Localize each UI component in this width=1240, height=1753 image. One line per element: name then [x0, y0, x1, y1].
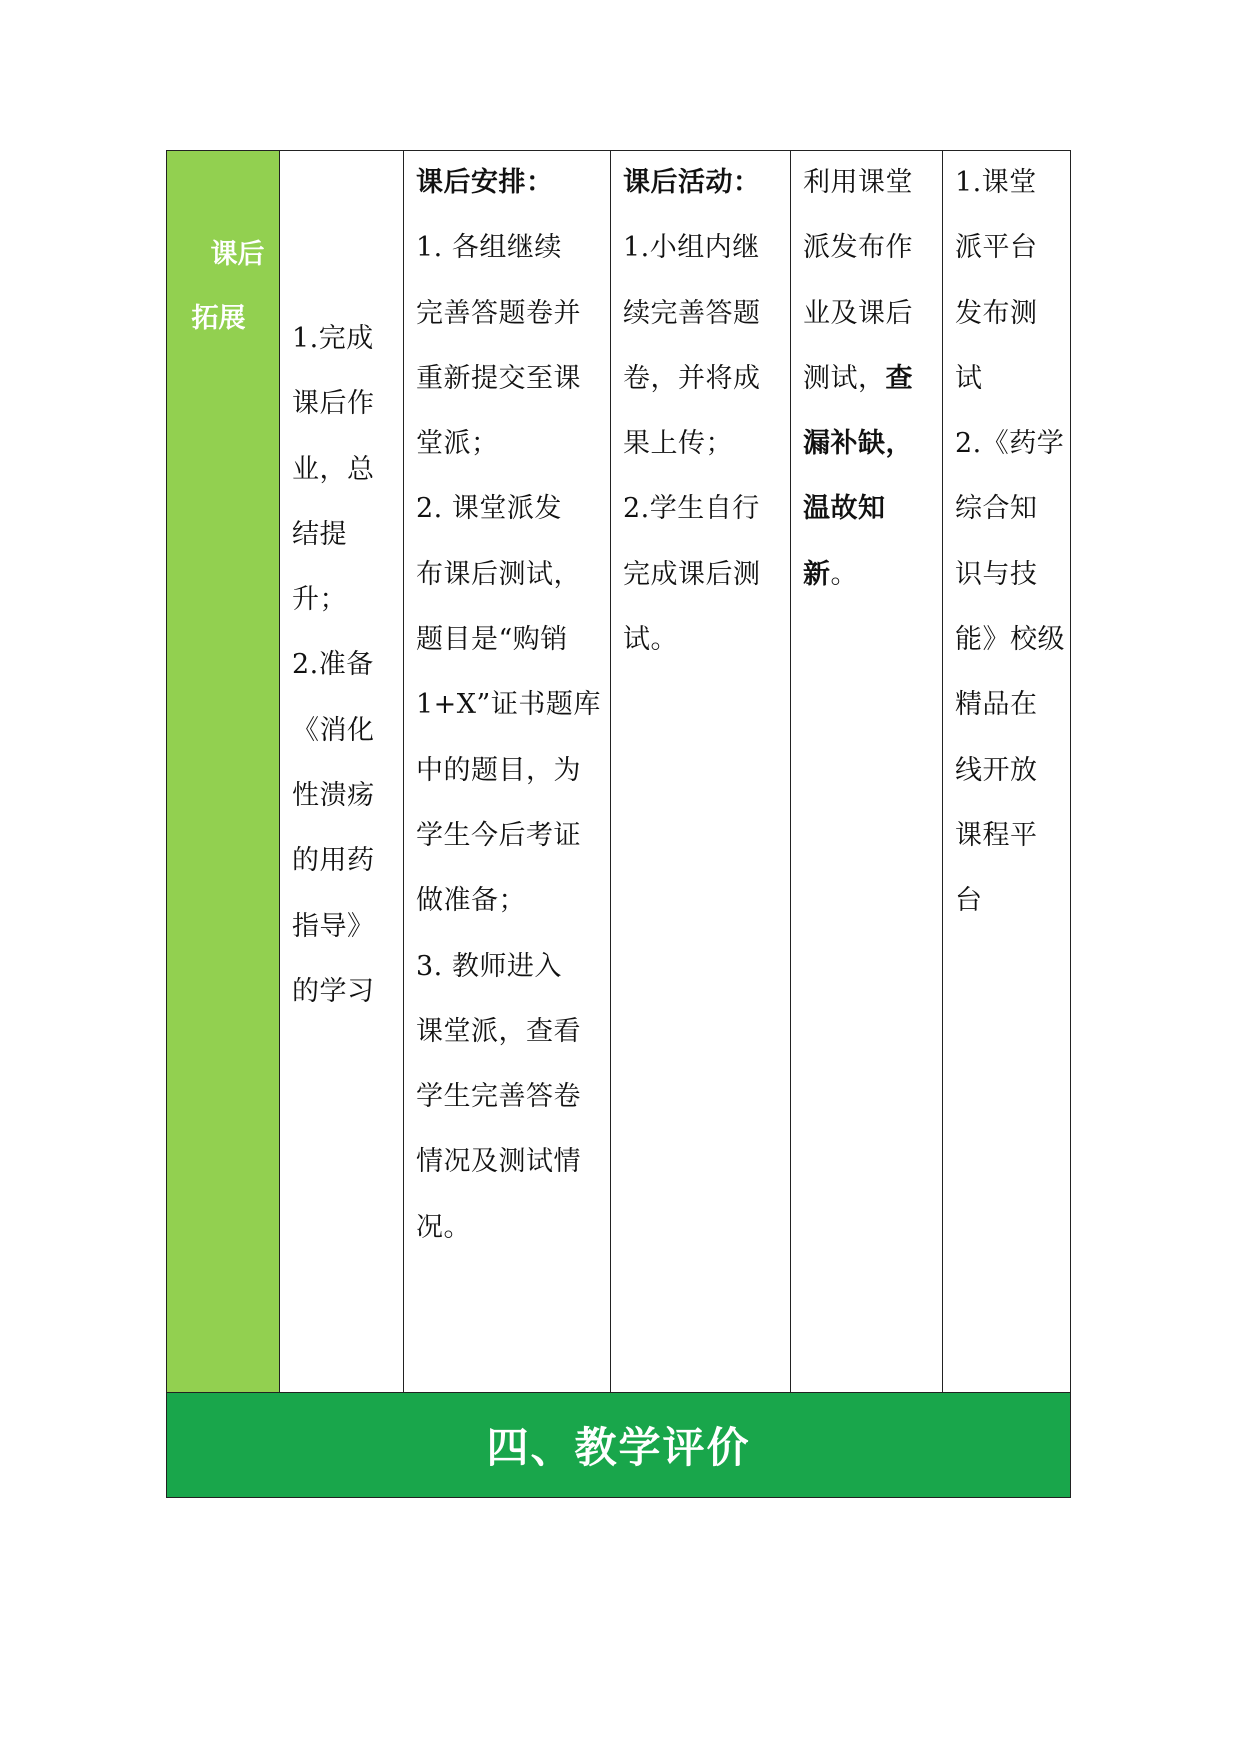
intent-plain: 。 [830, 558, 858, 590]
stage-label-line1: 课后 [210, 239, 265, 270]
teacher-text [416, 150, 602, 1260]
resources-line: 线开放 [955, 754, 1038, 786]
intent-line: 业及课后 [803, 297, 913, 329]
task-line: 性溃疡 [292, 780, 375, 812]
resources-line: 课程平 [955, 819, 1038, 851]
teacher-line: 重新提交至课 [416, 362, 581, 394]
student-line: 试。 [623, 624, 678, 656]
teacher-line: 2. 课堂派发 [416, 493, 562, 525]
resources-line: 派平台 [955, 232, 1038, 264]
teacher-line: 做准备； [416, 885, 526, 917]
task-line: 的用药 [292, 845, 375, 877]
student-line: 完成课后测 [623, 558, 761, 590]
task-column [280, 151, 404, 1392]
resources-line: 台 [955, 885, 983, 917]
teacher-line: 况。 [416, 1211, 471, 1243]
resources-line: 综合知 [955, 493, 1038, 525]
task-line: 指导》 [292, 910, 375, 942]
resources-line: 试 [955, 362, 983, 394]
teacher-line: 1. 各组继续 [416, 232, 562, 264]
intent-plain: 测试， [803, 362, 886, 394]
teacher-heading: 课后安排： [416, 167, 554, 198]
task-line: 结提 [292, 518, 347, 550]
intent-column [791, 151, 943, 1392]
resources-text [955, 150, 1065, 934]
resources-line: 2.《药学 [955, 428, 1065, 460]
student-line: 续完善答题 [623, 297, 761, 329]
resources-column [943, 151, 1070, 1392]
student-column [611, 151, 791, 1392]
resources-line: 发布测 [955, 297, 1038, 329]
task-line: 业，总 [292, 453, 375, 485]
task-line: 1.完成 [292, 323, 374, 354]
resources-line: 能》校级 [955, 624, 1065, 656]
teacher-line: 情况及测试情 [416, 1146, 581, 1178]
task-line: 2.准备 [292, 649, 374, 681]
stage-label [167, 223, 280, 351]
intent-line: 派发布作 [803, 232, 913, 264]
lesson-table [166, 150, 1071, 1498]
student-heading: 课后活动： [623, 167, 761, 198]
section-title: 四、教学评价 [486, 1423, 751, 1472]
stage-column [167, 151, 280, 1392]
intent-line: 利用课堂 [803, 167, 913, 198]
teacher-line: 布课后测试， [416, 558, 581, 590]
resources-line: 1.课堂 [955, 167, 1037, 198]
intent-text [803, 150, 934, 607]
teacher-line: 学生完善答卷 [416, 1081, 581, 1113]
teacher-line: 3. 教师进入 [416, 950, 562, 982]
teacher-line: 堂派； [416, 428, 499, 460]
stage-label-line2: 拓展 [191, 303, 246, 334]
student-text [623, 150, 782, 672]
student-line: 1.小组内继 [623, 232, 760, 264]
intent-bold: 查 [885, 362, 913, 394]
intent-line: 漏补缺， [803, 428, 913, 460]
student-line: 2.学生自行 [623, 493, 760, 525]
task-line: 的学习 [292, 975, 375, 1007]
resources-line: 精品在 [955, 689, 1038, 721]
task-line: 课后作 [292, 388, 375, 420]
student-line: 卷，并将成 [623, 362, 761, 394]
student-line: 果上传； [623, 428, 733, 460]
resources-line: 识与技 [955, 558, 1038, 590]
intent-line [803, 542, 934, 607]
teacher-line: 课堂派，查看 [416, 1015, 581, 1047]
intent-line: 温故知 [803, 493, 886, 525]
teacher-line: 1+X”证书题库 [416, 689, 601, 721]
teacher-line: 完善答题卷并 [416, 297, 581, 329]
teacher-line: 题目是“购销 [416, 624, 568, 656]
task-line: 升； [292, 584, 347, 616]
teacher-line: 学生今后考证 [416, 819, 581, 851]
section-header-evaluation [167, 1392, 1070, 1497]
intent-line [803, 346, 934, 411]
task-line: 《消化 [292, 714, 375, 746]
intent-bold: 新 [803, 558, 831, 590]
teacher-column [404, 151, 611, 1392]
task-text [292, 306, 395, 1024]
teacher-line: 中的题目，为 [416, 754, 581, 786]
